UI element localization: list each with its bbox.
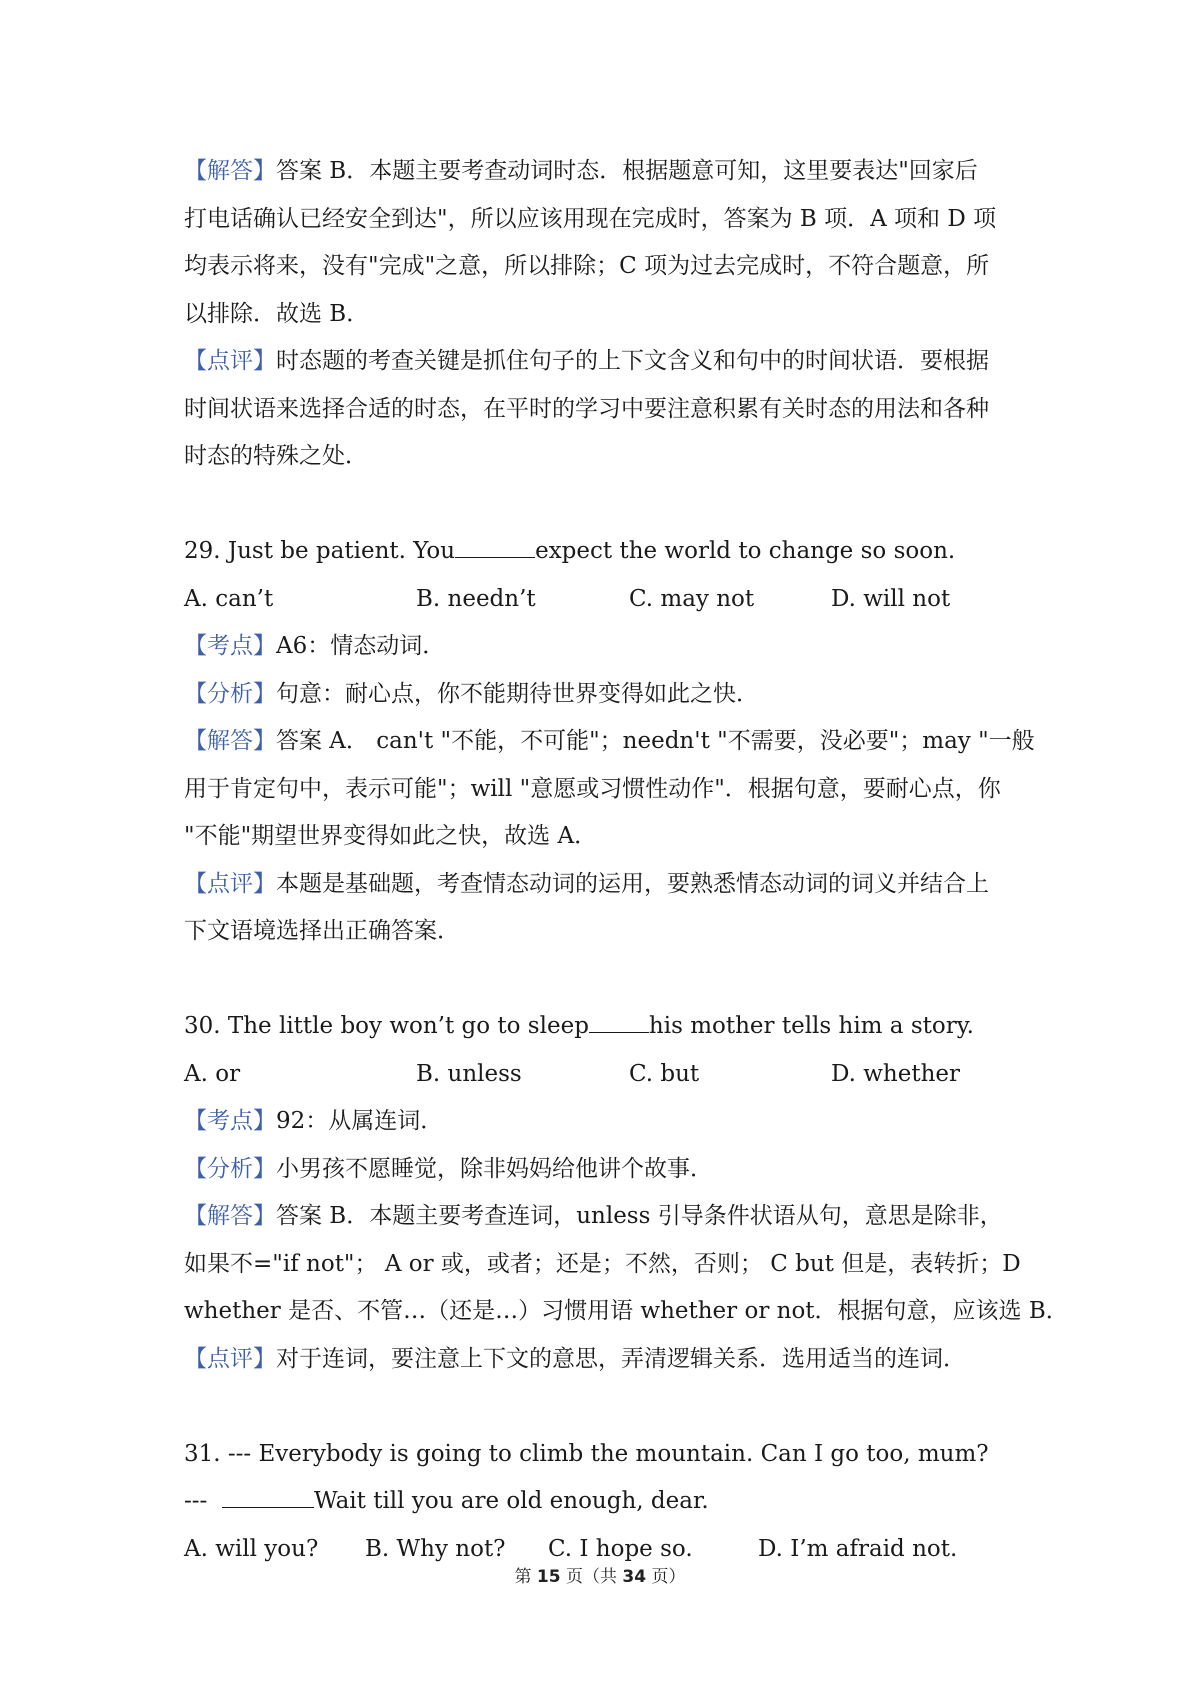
answer-blank bbox=[589, 1010, 649, 1033]
question-30-answer-line-3: whether 是否、不管…（还是…）习惯用语 whether or not．根据句意，应该选 B． bbox=[184, 1298, 1069, 1324]
answer-28-line-2: 打电话确认已经安全到达"，所以应该用现在完成时，答案为 B 项．A 项和 D 项 bbox=[184, 205, 997, 232]
page-number: 15 bbox=[536, 1567, 561, 1587]
review-tag: 【点评】 bbox=[184, 348, 276, 374]
answer-blank bbox=[455, 535, 535, 558]
spacer bbox=[184, 1383, 1030, 1431]
question-30-answer-line-2: 如果不="if not"； A or 或，或者；还是；不然，否则； C but 但是，表转折；D bbox=[184, 1250, 1021, 1277]
question-29-review-line-1: 【点评】本题是基础题，考查情态动词的运用，要熟悉情态动词的词义并结合上 bbox=[184, 870, 989, 897]
option-a: A. will you? bbox=[184, 1535, 319, 1562]
option-d: D. will not bbox=[831, 585, 951, 612]
review-28-line-1: 【点评】时态题的考查关键是抓住句子的上下文含义和句中的时间状语．要根据 bbox=[184, 348, 989, 374]
question-30-analysis: 【分析】小男孩不愿睡觉，除非妈妈给他讲个故事． bbox=[184, 1155, 713, 1182]
answer-blank bbox=[222, 1485, 314, 1508]
question-29-analysis: 【分析】句意：耐心点，你不能期待世界变得如此之快． bbox=[184, 680, 759, 707]
point-tag: 【考点】 bbox=[184, 1108, 276, 1134]
question-30-review: 【点评】对于连词，要注意上下文的意思，弄清逻辑关系．选用适当的连词． bbox=[184, 1345, 966, 1372]
answer-28-line-1: 【解答】答案 B．本题主要考查动词时态．根据题意可知，这里要表达"回家后 bbox=[184, 158, 978, 184]
analysis-tag: 【分析】 bbox=[184, 1155, 276, 1182]
option-c: C. I hope so. bbox=[548, 1535, 693, 1562]
page-total: 34 bbox=[622, 1567, 647, 1587]
review-tag: 【点评】 bbox=[184, 870, 276, 897]
question-30-stem: 30. The little boy won’t go to sleep his mother tells him a story. bbox=[184, 1003, 1030, 1051]
question-29-answer-line-3: "不能"期望世界变得如此之快，故选 A． bbox=[184, 823, 598, 849]
review-28-line-2: 时间状语来选择合适的时态，在平时的学习中要注意积累有关时态的用法和各种 bbox=[184, 395, 989, 422]
question-29-point: 【考点】A6：情态动词． bbox=[184, 633, 446, 659]
spacer bbox=[184, 956, 1030, 1004]
option-b: B. unless bbox=[416, 1060, 522, 1087]
question-29-options bbox=[184, 576, 1030, 624]
option-c: C. may not bbox=[629, 585, 755, 612]
answer-tag: 【解答】 bbox=[184, 158, 276, 184]
review-28-line-3: 时态的特殊之处． bbox=[184, 443, 368, 469]
analysis-tag: 【分析】 bbox=[184, 680, 276, 707]
spacer bbox=[184, 481, 1030, 529]
question-30-point: 【考点】92：从属连词． bbox=[184, 1108, 444, 1134]
option-d: D. whether bbox=[831, 1060, 961, 1087]
answer-tag: 【解答】 bbox=[184, 728, 276, 754]
answer-28-line-4: 以排除．故选 B． bbox=[184, 300, 370, 327]
question-29-review-line-2: 下文语境选择出正确答案． bbox=[184, 918, 460, 944]
question-29-answer-line-1: 【解答】答案 A． can't "不能，不可能"；needn't "不需要，没必要"；may "一般 bbox=[184, 728, 1035, 754]
option-b: B. needn’t bbox=[416, 585, 536, 612]
option-b: B. Why not? bbox=[365, 1535, 506, 1562]
option-a: A. can’t bbox=[184, 585, 274, 612]
answer-tag: 【解答】 bbox=[184, 1203, 276, 1229]
question-29-stem: 29. Just be patient. You expect the world to change so soon. bbox=[184, 528, 1030, 576]
question-29-answer-line-2: 用于肯定句中，表示可能"；will "意愿或习惯性动作"．根据句意，要耐心点，你 bbox=[184, 775, 1001, 802]
question-31-stem: 31. --- Everybody is going to climb the mountain. Can I go too, mum? bbox=[184, 1440, 989, 1467]
option-a: A. or bbox=[184, 1060, 241, 1087]
point-tag: 【考点】 bbox=[184, 633, 276, 659]
document-page bbox=[184, 148, 1069, 1573]
question-30-answer-line-1: 【解答】答案 B．本题主要考查连词，unless 引导条件状语从句，意思是除非， bbox=[184, 1203, 1003, 1229]
page-footer: 第 15 页（共 34 页） bbox=[514, 1567, 686, 1587]
question-31-reply: --- Wait till you are old enough, dear. bbox=[184, 1478, 1030, 1526]
answer-28-line-3: 均表示将来，没有"完成"之意，所以排除；C 项为过去完成时，不符合题意，所 bbox=[184, 253, 990, 279]
option-c: C. but bbox=[629, 1060, 700, 1087]
option-d: D. I’m afraid not. bbox=[758, 1535, 958, 1562]
review-tag: 【点评】 bbox=[184, 1345, 276, 1372]
question-30-options bbox=[184, 1051, 1030, 1099]
